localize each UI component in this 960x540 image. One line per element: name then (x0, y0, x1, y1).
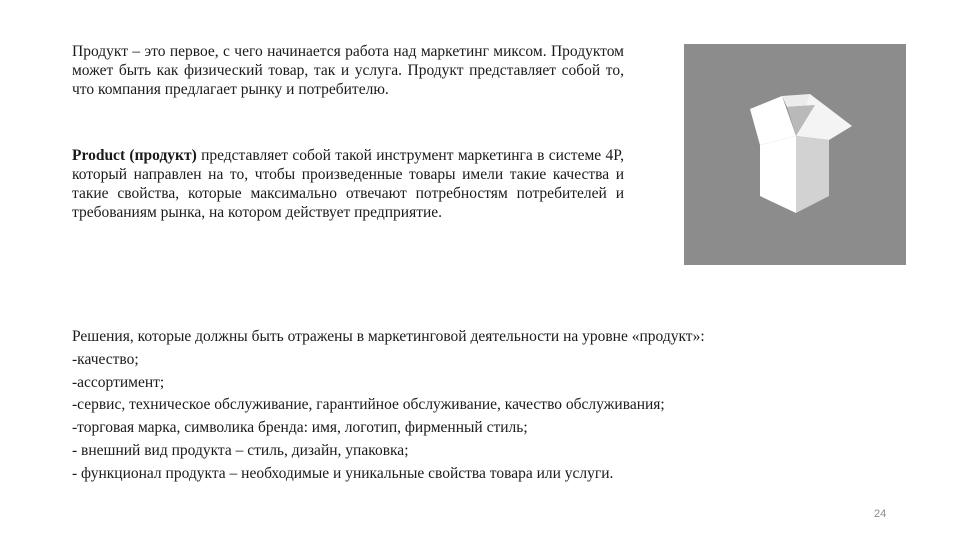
page-number: 24 (874, 508, 887, 520)
definition-text: представляет собой такой инструмент маркетинга в системе 4P, который направлен на то, чтобы произведенные товары имели такие качества и такие свойства, которые максимально отвечают потребностям потребителей и требованиям рынка, на котором действует предприятие. (72, 147, 624, 221)
decisions-heading: Решения, которые должны быть отражены в маркетинговой деятельности на уровне «продукт»: (72, 328, 705, 345)
list-item: -качество; (72, 350, 139, 368)
list-item: -ассортимент; (72, 373, 165, 391)
definition-paragraph (72, 146, 624, 222)
list-item: -торговая марка, символика бренда: имя, логотип, фирменный стиль; (72, 419, 528, 437)
product-image (684, 44, 906, 265)
list-item: - внешний вид продукта – стиль, дизайн, упаковка; (72, 441, 409, 459)
intro-paragraph: Продукт – это первое, с чего начинается работа над маркетинг миксом. Продуктом может быть как физический товар, так и услуга. Продукт представляет собой то, что компания предлагает рынку и потребителю. (72, 43, 624, 98)
list-item: -сервис, техническое обслуживание, гарантийное обслуживание, качество обслуживания; (72, 396, 665, 414)
decisions-block (72, 326, 872, 486)
definition-term: Product (продукт) (72, 147, 197, 164)
list-item: - функционал продукта – необходимые и уникальные свойства товара или услуги. (72, 464, 614, 482)
open-box-icon (684, 44, 906, 265)
